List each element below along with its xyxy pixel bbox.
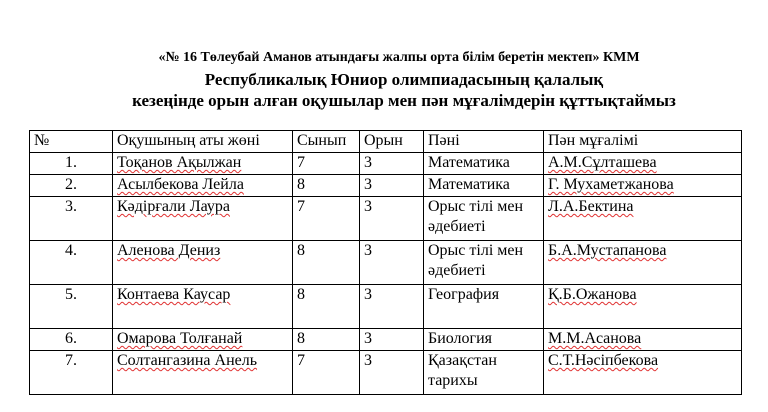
col-header-grade: Сынып [293,131,360,153]
student-name-text: Солтангазина Анель [117,352,258,369]
row-number: 7. [30,351,113,395]
student-grade: 7 [293,197,360,241]
table-header-row [30,131,742,153]
teacher-text: С.Т.Нәсіпбекова [548,352,659,369]
subject: Математика [424,153,544,175]
teacher-text: Г. Мухаметжанова [548,176,674,193]
table-row [30,197,742,241]
table-row [30,329,742,351]
row-number: 4. [30,241,113,285]
row-number: 6. [30,329,113,351]
subject: География [424,285,544,329]
announcement-title-line-2: кезеңінде орын алған оқушылар мен пән мұғалімдерін құттықтаймыз [132,91,676,110]
student-name-text: Тоқанов Ақылжан [117,154,242,171]
teacher-text: Б.А.Мустапанова [548,242,667,259]
teacher [544,175,742,197]
student-grade: 7 [293,351,360,395]
student-name-text: Контаева Каусар [117,286,231,303]
subject: Орыс тілі мен әдебиеті [424,241,544,285]
teacher [544,329,742,351]
col-header-subject: Пәні [424,131,544,153]
teacher [544,241,742,285]
subject: Қазақстан тарихы [424,351,544,395]
row-number: 3. [30,197,113,241]
teacher [544,153,742,175]
student-place: 3 [360,197,424,241]
col-header-number: № [30,131,113,153]
col-header-place: Орын [360,131,424,153]
row-number: 2. [30,175,113,197]
winners-table [29,130,742,395]
teacher [544,351,742,395]
student-place: 3 [360,351,424,395]
student-name [113,241,293,285]
student-grade: 7 [293,153,360,175]
teacher-text: Л.А.Бектина [548,198,634,215]
student-name-text: Аленова Дениз [117,242,221,259]
table-row [30,175,742,197]
student-name [113,153,293,175]
row-number: 5. [30,285,113,329]
student-name [113,329,293,351]
table-row [30,153,742,175]
student-name-text: Асылбекова Лейла [117,176,244,193]
student-grade: 8 [293,175,360,197]
subject: Математика [424,175,544,197]
teacher [544,285,742,329]
table-row [30,241,742,285]
student-place: 3 [360,329,424,351]
student-name-text: Кәдірғали Лаура [117,198,230,215]
col-header-student-name: Оқушының аты жөні [113,131,293,153]
subject: Биология [424,329,544,351]
teacher-text: А.М.Сұлташева [548,154,657,171]
table-row [30,285,742,329]
student-place: 3 [360,285,424,329]
student-place: 3 [360,153,424,175]
teacher-text: Қ.Б.Ожанова [548,286,637,303]
student-grade: 8 [293,241,360,285]
student-name [113,351,293,395]
student-place: 3 [360,241,424,285]
subject: Орыс тілі мен әдебиеті [424,197,544,241]
student-grade: 8 [293,329,360,351]
teacher [544,197,742,241]
announcement-title-line-1: Республикалық Юниор олимпиадасының қалалық [204,70,604,89]
student-name-text: Омарова Толғанай [117,330,243,347]
table-row [30,351,742,395]
col-header-teacher: Пән мұғалімі [544,131,742,153]
student-place: 3 [360,175,424,197]
school-name-line: «№ 16 Төлеубай Аманов атындағы жалпы орта білім беретін мектеп» КММ [158,50,640,65]
student-name [113,197,293,241]
student-name [113,285,293,329]
row-number: 1. [30,153,113,175]
student-grade: 8 [293,285,360,329]
teacher-text: М.М.Acанова [548,330,642,347]
student-name [113,175,293,197]
